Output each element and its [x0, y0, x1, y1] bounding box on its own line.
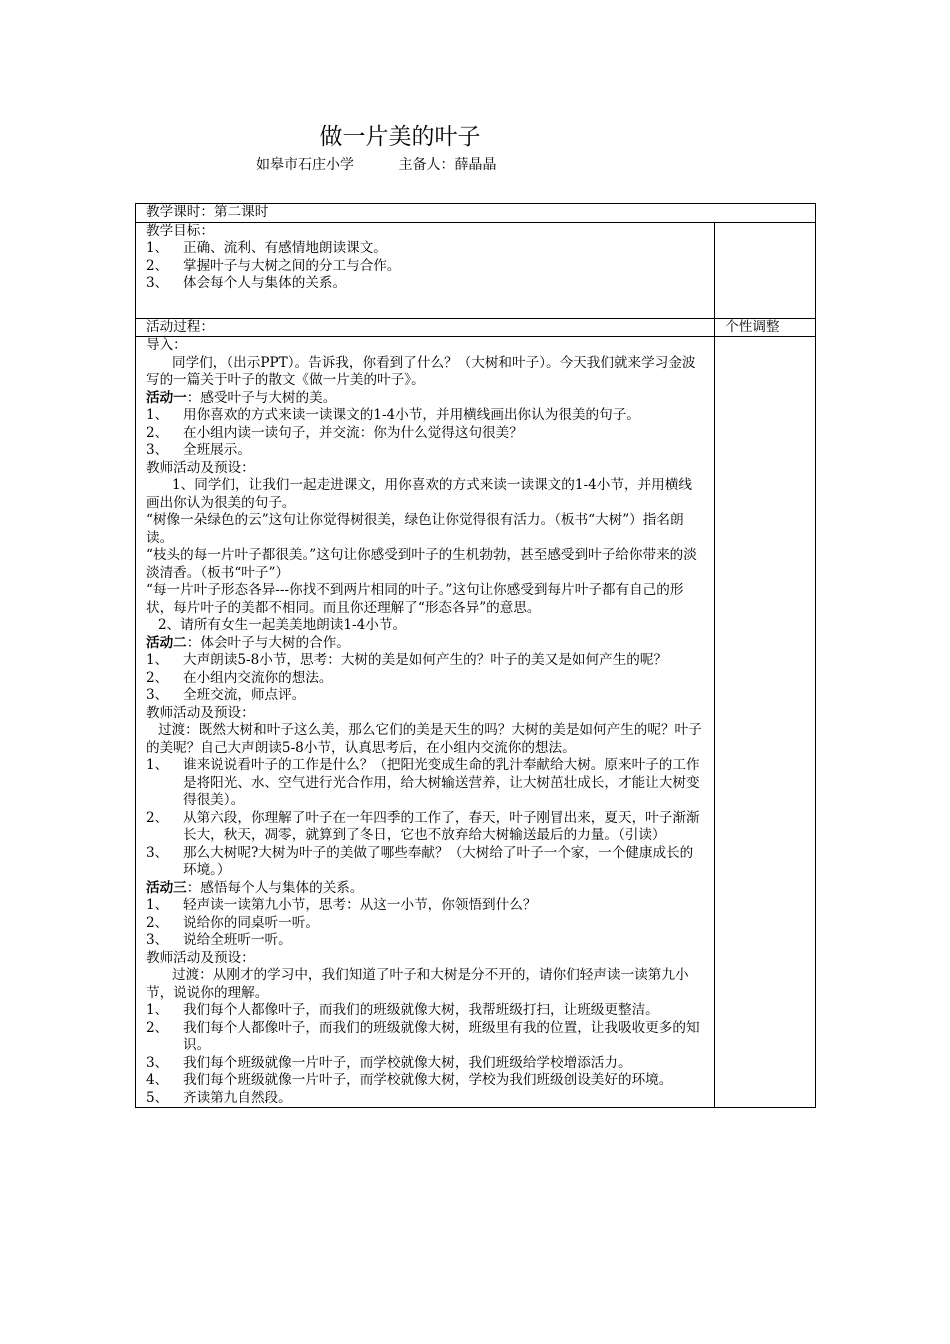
- list-item-number: 3、: [146, 932, 169, 948]
- process-header-row: [136, 318, 816, 337]
- list-item-text: 掌握叶子与大树之间的分工与合作。: [183, 257, 401, 274]
- teacher-label-2: 教师活动及预设：: [146, 704, 255, 721]
- school-name: 如皋市石庄小学: [256, 157, 354, 173]
- list-item: [146, 425, 704, 443]
- list-item-text: 大声朗读5-8小节，思考：大树的美是如何产生的？叶子的美又是如何产生的呢？: [183, 652, 668, 668]
- process-content: [136, 337, 715, 1108]
- list-item-text: 正确、流利、有感情地朗读课文。: [183, 240, 387, 256]
- list-item: [146, 258, 704, 276]
- list-item-text: 我们每个人都像叶子，而我们的班级就像大树，我帮班级打扫，让班级更整洁。: [183, 1002, 659, 1018]
- list-item-number: 3、: [146, 1054, 169, 1071]
- list-item-text: 说给你的同桌听一听。: [183, 914, 319, 931]
- activity-one-label: 活动一: [146, 389, 187, 406]
- list-item: [146, 1090, 704, 1108]
- list-item-number: 1、: [146, 757, 169, 773]
- list-item-number: 4、: [146, 1072, 169, 1088]
- document-title: 做一片美的叶子: [319, 124, 481, 150]
- activity-three-transition: 过渡：从刚才的学习中，我们知道了叶子和大树是分不开的，请你们轻声读一读第九小节，说说你的理解。: [146, 967, 689, 1001]
- goals-cell: [136, 222, 715, 318]
- list-item-number: 3、: [146, 687, 169, 703]
- document-subtitle: [256, 155, 497, 175]
- list-item-text: 那么大树呢?大树为叶子的美做了哪些奉献？（大树给了叶子一个家，一个健康成长的环境。）: [183, 844, 694, 878]
- adjust-label: 个性调整: [715, 318, 816, 337]
- goals-row: [136, 222, 816, 318]
- list-item: [146, 240, 704, 258]
- preparer-name: 主备人：薛晶晶: [398, 157, 497, 173]
- list-item-text: 轻声读一读第九小节，思考：从这一小节，你领悟到什么？: [183, 897, 537, 913]
- list-item: [146, 845, 704, 880]
- list-item: [146, 1020, 704, 1055]
- list-item: [146, 915, 704, 933]
- activity-one-teacher-2: “树像一朵绿色的云”这句让你觉得树很美，绿色让你觉得很有活力。（板书“大树”）指名朗读。: [146, 512, 684, 546]
- list-item: [146, 1002, 704, 1020]
- activity-two-transition: 过渡：既然大树和叶子这么美，那么它们的美是天生的吗？大树的美是如何产生的呢？叶子的美呢？自己大声朗读5-8小节，认真思考后，在小组内交流你的想法。: [146, 722, 702, 756]
- list-item: [146, 670, 704, 688]
- list-item: [146, 810, 704, 845]
- list-item-number: 1、: [146, 897, 169, 913]
- lesson-time-row: [136, 204, 816, 223]
- list-item-number: 2、: [146, 1019, 169, 1036]
- activity-two-label: 活动二: [146, 634, 187, 651]
- list-item-number: 1、: [146, 1002, 169, 1018]
- process-adjust-cell: [715, 337, 816, 1108]
- activity-one-heading: [146, 390, 704, 408]
- list-item-text: 体会每个人与集体的关系。: [183, 275, 347, 291]
- list-item-number: 2、: [146, 669, 169, 686]
- list-item-text: 说给全班听一听。: [183, 932, 292, 948]
- intro-text: 同学们，（出示PPT）。告诉我，你看到了什么？（大树和叶子）。今天我们就来学习金波写的一篇关于叶子的散文《做一片美的叶子》。: [146, 354, 696, 388]
- list-item-number: 5、: [146, 1089, 169, 1106]
- lesson-time-cell: 教学课时：第二课时: [136, 204, 816, 223]
- list-item-text: 我们每个班级就像一片叶子，而学校就像大树，我们班级给学校增添活力。: [183, 1054, 632, 1071]
- activity-three-steps: [146, 897, 704, 950]
- activity-one-steps: [146, 407, 704, 460]
- goals-adjust-cell: [715, 222, 816, 318]
- activity-three-heading: [146, 880, 704, 898]
- activity-two-teacher-list: [146, 757, 704, 880]
- list-item-text: 我们每个班级就像一片叶子，而学校就像大树，学校为我们班级创设美好的环境。: [183, 1072, 673, 1088]
- list-item: [146, 932, 704, 950]
- activity-one-teacher-1: 1、同学们，让我们一起走进课文，用你喜欢的方式来读一读课文的1-4小节，并用横线画出你认为很美的句子。: [146, 477, 692, 511]
- list-item-number: 1、: [146, 240, 169, 256]
- list-item: [146, 407, 704, 425]
- list-item-text: 全班展示。: [183, 442, 251, 458]
- process-row: [136, 337, 816, 1108]
- process-label: 活动过程：: [136, 318, 715, 337]
- list-item-text: 齐读第九自然段。: [183, 1089, 292, 1106]
- list-item-text: 谁来说说看叶子的工作是什么？（把阳光变成生命的乳汁奉献给大树。原来叶子的工作是将阳光、水、空气进行光合作用，给大树输送营养，让大树茁壮成长，才能让大树变得很美）。: [183, 757, 700, 808]
- list-item: [146, 275, 704, 293]
- goals-title: 教学目标：: [146, 222, 214, 239]
- activity-three-teacher-list: [146, 1002, 704, 1107]
- activity-two-steps: [146, 652, 704, 705]
- activity-two-heading: [146, 635, 704, 653]
- list-item-number: 2、: [146, 809, 169, 826]
- activity-three-label: 活动三: [146, 879, 187, 896]
- activity-one-teacher-5: 2、请所有女生一起美美地朗读1-4小节。: [158, 617, 407, 633]
- list-item-number: 3、: [146, 844, 169, 861]
- activity-one-title: ：感受叶子与大树的美。: [186, 389, 337, 406]
- list-item-text: 我们每个人都像叶子，而我们的班级就像大树，班级里有我的位置，让我吸收更多的知识。: [183, 1019, 700, 1053]
- list-item: [146, 442, 704, 460]
- activity-three-title: ：感悟每个人与集体的关系。: [186, 879, 364, 896]
- activity-one-teacher-3: “枝头的每一片叶子都很美。”这句让你感受到叶子的生机勃勃，甚至感受到叶子给你带来的淡淡清香。（板书“叶子”）: [146, 547, 697, 581]
- lesson-plan-table: [135, 203, 816, 1108]
- list-item-text: 从第六段，你理解了叶子在一年四季的工作了，春天，叶子刚冒出来，夏天，叶子渐渐长大，秋天，凋零，就算到了冬日，它也不放弃给大树输送最后的力量。（引读）: [183, 809, 700, 843]
- list-item-number: 1、: [146, 407, 169, 423]
- teacher-label-1: 教师活动及预设：: [146, 459, 255, 476]
- list-item-number: 2、: [146, 914, 169, 931]
- intro-title: 导入：: [146, 337, 187, 353]
- list-item: [146, 687, 704, 705]
- goals-list: [146, 240, 704, 293]
- list-item-text: 用你喜欢的方式来读一读课文的1-4小节，并用横线画出你认为很美的句子。: [183, 407, 640, 423]
- list-item-number: 2、: [146, 257, 169, 274]
- list-item: [146, 757, 704, 810]
- list-item-number: 2、: [146, 424, 169, 441]
- activity-two-title: ：体会叶子与大树的合作。: [186, 634, 350, 651]
- teacher-label-3: 教师活动及预设：: [146, 949, 255, 966]
- list-item: [146, 652, 704, 670]
- list-item-text: 全班交流，师点评。: [183, 687, 306, 703]
- list-item-text: 在小组内交流你的想法。: [183, 669, 333, 686]
- list-item: [146, 897, 704, 915]
- list-item-text: 在小组内读一读句子，并交流：你为什么觉得这句很美？: [183, 424, 523, 441]
- list-item: [146, 1055, 704, 1073]
- list-item: [146, 1072, 704, 1090]
- list-item-number: 3、: [146, 275, 169, 291]
- activity-one-teacher-4: “每一片叶子形态各异---你找不到两片相同的叶子。”这句让你感受到每片叶子都有自己的形状，每片叶子的美都不相同。而且你还理解了“形态各异”的意思。: [146, 582, 684, 616]
- list-item-number: 1、: [146, 652, 169, 668]
- list-item-number: 3、: [146, 442, 169, 458]
